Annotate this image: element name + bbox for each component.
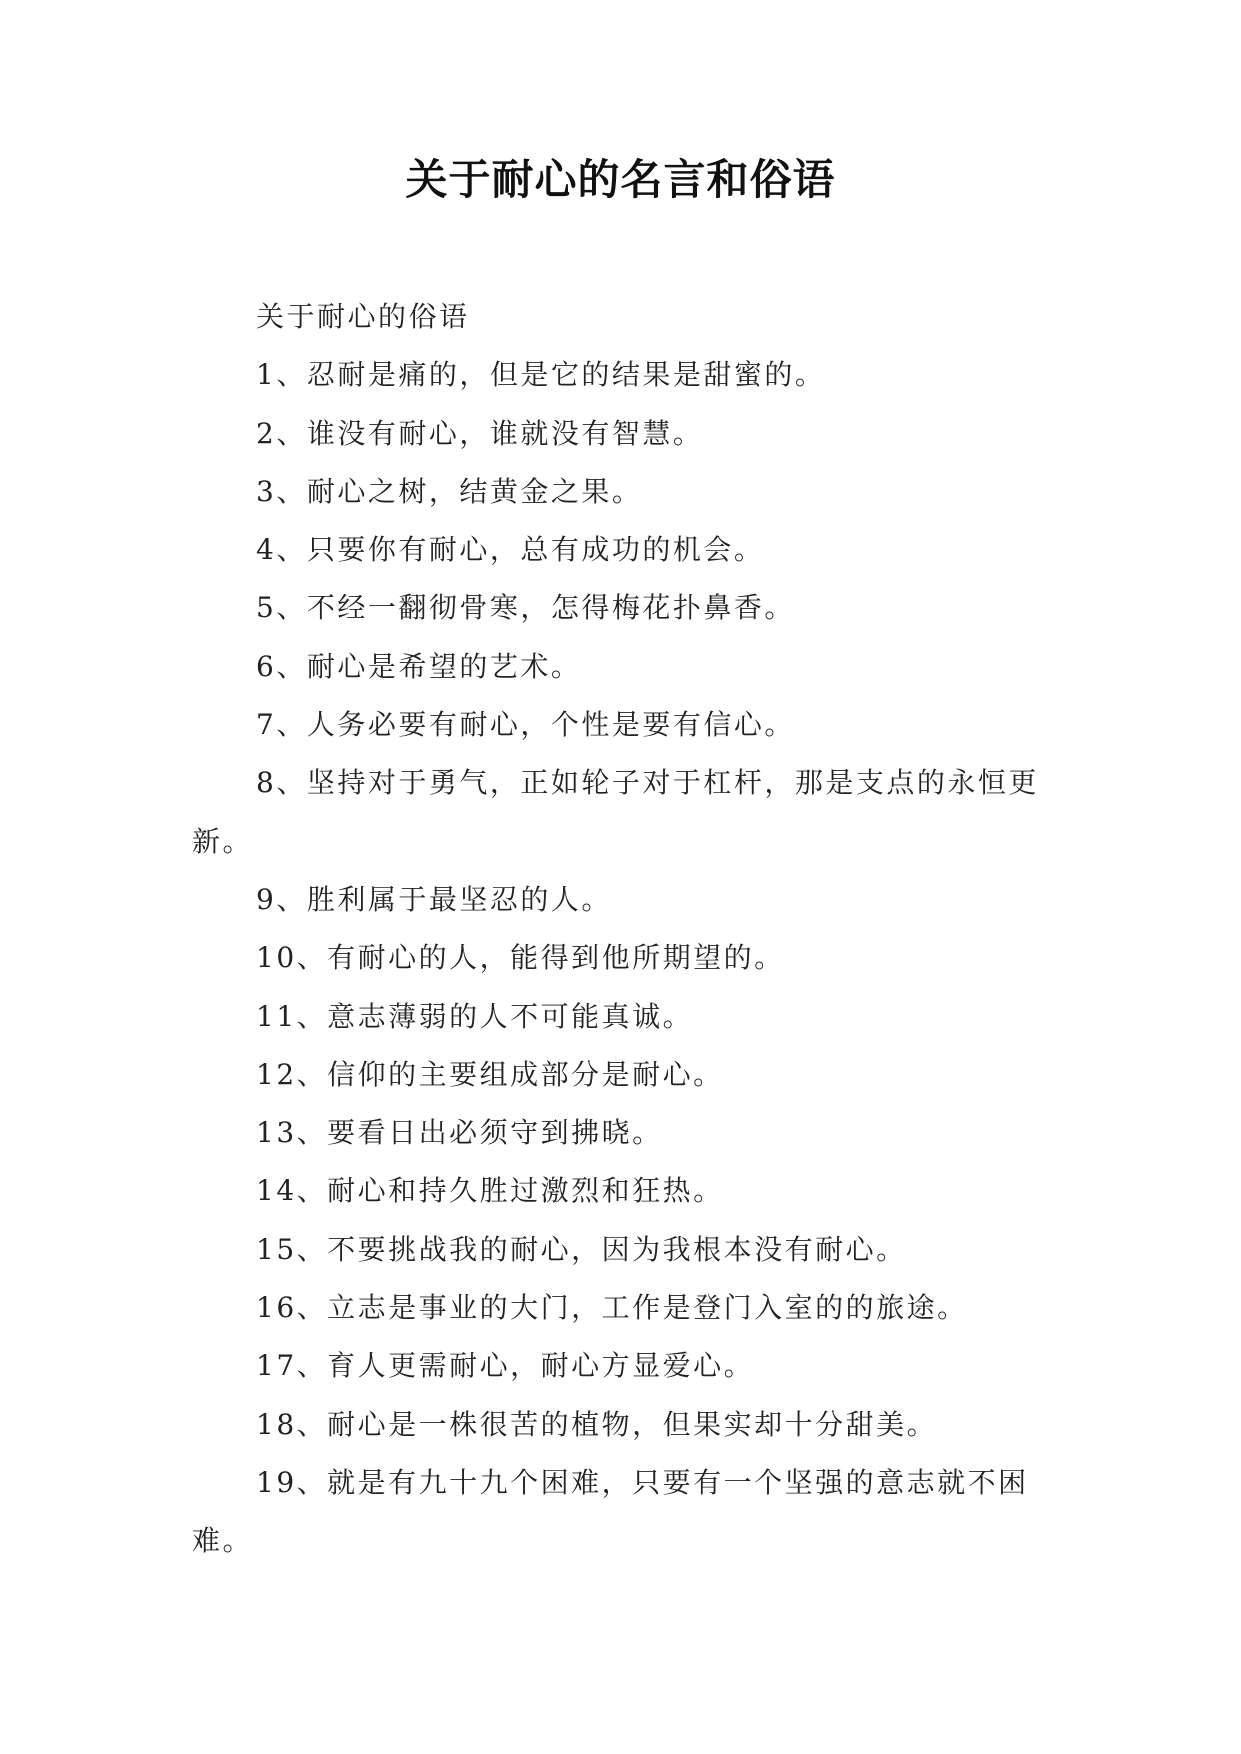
list-item: 4、只要你有耐心，总有成功的机会。 xyxy=(256,533,765,567)
list-item: 3、耐心之树，结黄金之果。 xyxy=(256,474,643,508)
list-item: 2、谁没有耐心，谁就没有智慧。 xyxy=(256,416,704,450)
section-heading: 关于耐心的俗语 xyxy=(256,300,470,333)
list-item: 12、信仰的主要组成部分是耐心。 xyxy=(256,1057,724,1091)
page-title: 关于耐心的名言和俗语 xyxy=(405,155,836,204)
list-item: 7、人务必要有耐心，个性是要有信心。 xyxy=(256,708,795,742)
list-item: 10、有耐心的人，能得到他所期望的。 xyxy=(256,941,785,975)
list-item: 15、不要挑战我的耐心，因为我根本没有耐心。 xyxy=(256,1232,907,1266)
list-item: 17、育人更需耐心，耐心方显爱心。 xyxy=(256,1349,755,1383)
list-item: 1、忍耐是痛的，但是它的结果是甜蜜的。 xyxy=(256,358,826,392)
list-item: 16、立志是事业的大门，工作是登门入室的的旅途。 xyxy=(256,1291,968,1325)
list-item: 6、耐心是希望的艺术。 xyxy=(256,649,582,683)
list-item: 9、胜利属于最坚忍的人。 xyxy=(256,882,612,916)
list-item: 13、要看日出必须守到拂晓。 xyxy=(256,1116,663,1150)
list-item: 14、耐心和持久胜过激烈和狂热。 xyxy=(256,1174,724,1208)
list-item: 8、坚持对于勇气，正如轮子对于杠杆，那是支点的永恒更新。 xyxy=(192,766,1039,858)
list-item: 5、不经一翻彻骨寒，怎得梅花扑鼻香。 xyxy=(256,591,795,625)
list-item: 19、就是有九十九个困难，只要有一个坚强的意志就不困难。 xyxy=(192,1465,1029,1558)
list-item: 18、耐心是一株很苦的植物，但果实却十分甜美。 xyxy=(256,1407,938,1441)
list-item: 11、意志薄弱的人不可能真诚。 xyxy=(256,999,694,1033)
document-body xyxy=(192,288,1052,1571)
